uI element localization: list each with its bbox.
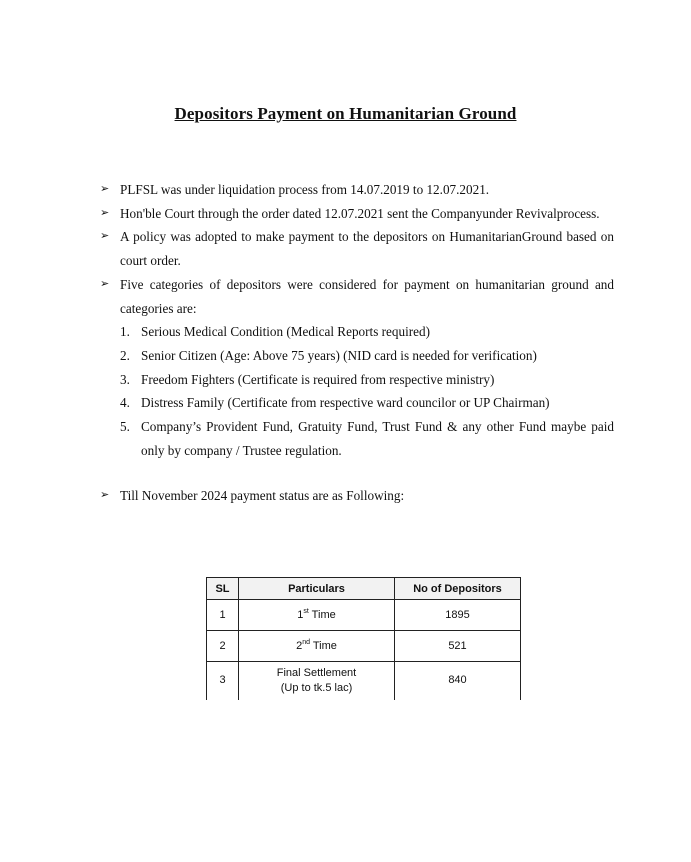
particular-rest: Time [308,609,336,621]
cell-count: 1895 [395,600,521,631]
cell-sl: 1 [207,600,239,631]
table-header-row [207,578,521,600]
bullet-item [100,225,614,272]
bullet-item [100,273,614,320]
cell-sl: 3 [207,662,239,700]
category-number: 4. [120,395,130,411]
bullet-item [100,202,614,226]
particular-line: Final Settlement [276,666,357,679]
particular-main: 2 [296,640,303,652]
category-text: Serious Medical Condition (Medical Reports required) [141,324,430,340]
table-row [207,600,521,631]
payment-status-table [206,577,521,700]
category-list [100,320,614,462]
bullet-item [100,484,614,508]
page-title: Depositors Payment on Humanitarian Ground [174,104,517,123]
particular-main: 1 [297,609,304,621]
header-particulars: Particulars [239,578,395,600]
cell-count: 840 [395,662,521,700]
cell-sl: 2 [207,631,239,662]
category-number: 5. [120,419,130,435]
cell-particulars [239,600,395,631]
category-text: Company’s Provident Fund, Gratuity Fund, Trust Fund & any other Fund maybe paid only by company / Trustee regulation. [141,419,614,458]
arrowhead-bullet-icon: ➢ [100,206,110,219]
category-text: Distress Family (Certificate from respective ward councilor or UP Chairman) [141,395,550,411]
category-item [120,320,614,344]
spacer [100,462,614,484]
bullet-text: Five categories of depositors were considered for payment on humanitarian ground and categories are: [120,276,614,316]
category-item [120,368,614,392]
category-item [120,415,614,462]
category-text: Senior Citizen (Age: Above 75 years) (NID card is needed for verification) [141,347,537,363]
status-bullet-text: Till November 2024 payment status are as Following: [120,488,405,504]
category-number: 2. [120,347,130,363]
category-text: Freedom Fighters (Certificate is required from respective ministry) [141,371,495,387]
cell-particulars [239,631,395,662]
arrowhead-bullet-icon: ➢ [100,183,110,195]
arrowhead-bullet-icon: ➢ [100,277,110,290]
category-item [120,344,614,368]
header-sl: SL [207,578,239,600]
header-depositors: No of Depositors [395,578,521,600]
category-item [120,391,614,415]
category-number: 1. [120,324,130,340]
table-row [207,662,521,700]
bullet-item [100,178,614,202]
particular-sup: nd [302,639,310,646]
arrowhead-bullet-icon: ➢ [100,230,110,243]
bullet-text: Hon'ble Court through the order dated 12.07.2021 sent the Companyunder Revivalprocess. [120,205,600,221]
arrowhead-bullet-icon: ➢ [100,489,110,502]
category-number: 3. [120,371,130,387]
particular-rest: Time [310,640,337,652]
bullet-text: A policy was adopted to make payment to the depositors on HumanitarianGround based on court order. [120,229,614,269]
table-row [207,631,521,662]
particular-line: (Up to tk.5 lac) [280,681,353,694]
particular-sup: st [303,608,309,615]
cell-particulars [239,662,395,700]
document-body [100,178,614,508]
bullet-text: PLFSL was under liquidation process from 14.07.2019 to 12.07.2021. [120,182,490,197]
cell-count: 521 [395,631,521,662]
